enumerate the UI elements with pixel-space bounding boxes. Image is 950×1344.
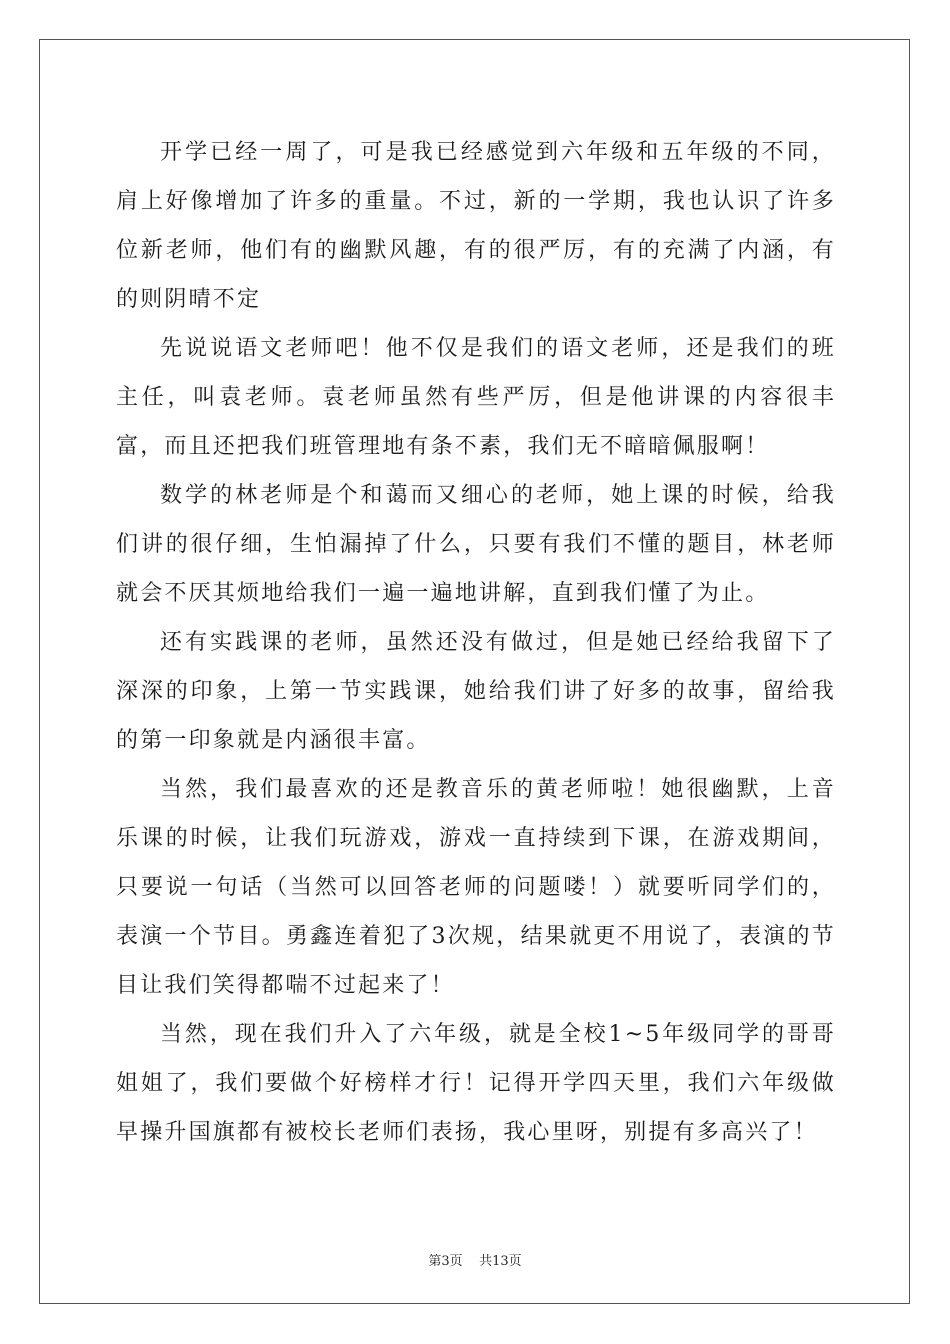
paragraph: 当然，我们最喜欢的还是教音乐的黄老师啦！她很幽默，上音乐课的时候，让我们玩游戏，游戏一直持续到下课，在游戏期间，只要说一句话（当然可以回答老师的问题喽！）就要听同学们的，表演一个节目。勇鑫连着犯了3次规，结果就更不用说了，表演的节目让我们笑得都喘不过起来了！ (116, 777, 836, 998)
paragraph: 还有实践课的老师，虽然还没有做过，但是她已经给我留下了深深的印象，上第一节实践课，她给我们讲了好多的故事，留给我的第一印象就是内涵很丰富。 (116, 630, 836, 753)
paragraph: 开学已经一周了，可是我已经感觉到六年级和五年级的不同，肩上好像增加了许多的重量。不过，新的一学期，我也认识了许多位新老师，他们有的幽默风趣，有的很严厉，有的充满了内涵，有的则阴晴不定 (116, 140, 836, 312)
page-footer (0, 1250, 950, 1269)
document-body (116, 128, 836, 1157)
paragraph: 先说说语文老师吧！他不仅是我们的语文老师，还是我们的班主任，叫袁老师。袁老师虽然有些严厉，但是他讲课的内容很丰富，而且还把我们班管理地有条不素，我们无不暗暗佩服啊！ (116, 336, 836, 459)
page-total: 共13页 (479, 1254, 522, 1269)
paragraph: 当然，现在我们升入了六年级，就是全校1~5年级同学的哥哥姐姐了，我们要做个好榜样才行！记得开学四天里，我们六年级做早操升国旗都有被校长老师们表扬，我心里呀，别提有多高兴了！ (116, 1022, 836, 1145)
page-number: 第3页 (428, 1254, 463, 1269)
paragraph: 数学的林老师是个和蔼而又细心的老师，她上课的时候，给我们讲的很仔细，生怕漏掉了什么，只要有我们不懂的题目，林老师就会不厌其烦地给我们一遍一遍地讲解，直到我们懂了为止。 (116, 483, 836, 606)
